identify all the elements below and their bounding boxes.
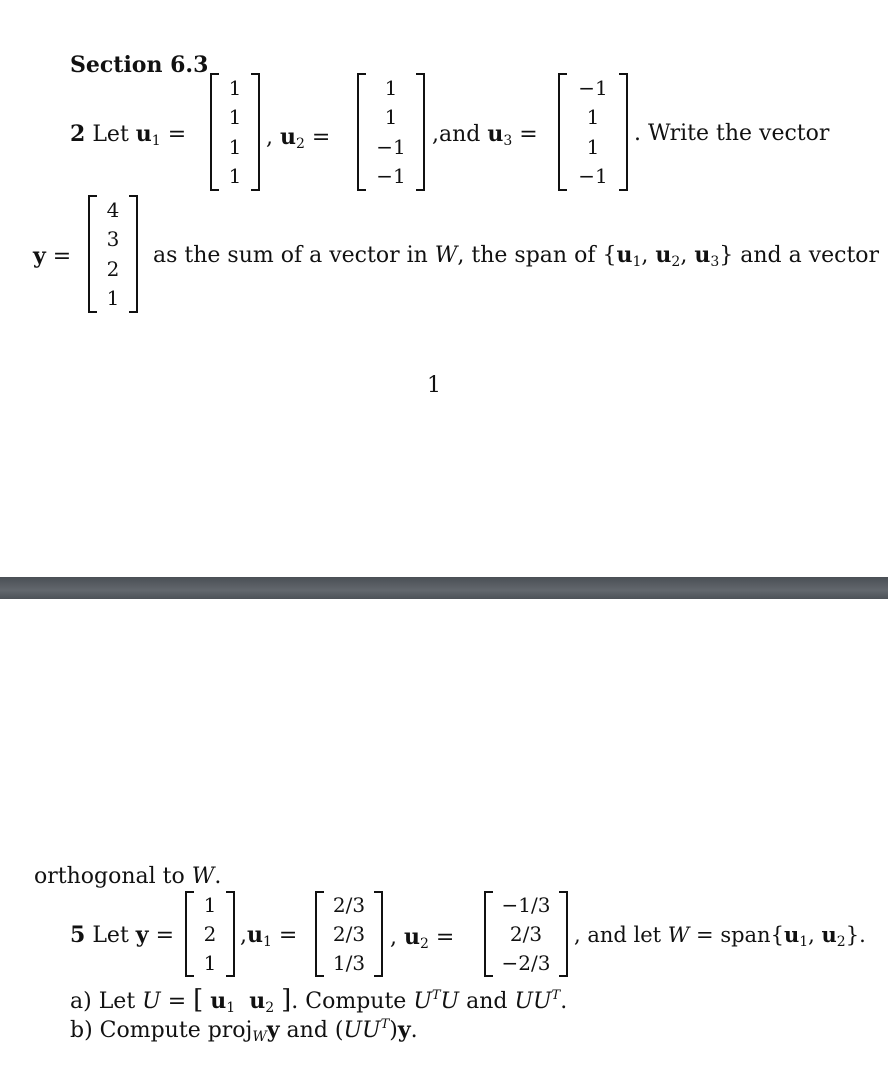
span-sub: 2 <box>671 254 681 270</box>
u1-vector <box>210 73 260 191</box>
page-number: 1 <box>427 373 441 398</box>
u1-entry: 1 <box>228 105 242 130</box>
let-word: Let <box>92 923 129 948</box>
W-symbol: W <box>434 243 458 268</box>
U-symbol: U <box>142 989 161 1014</box>
U-symbol: U <box>440 989 460 1014</box>
comma: , <box>266 125 273 150</box>
part-b-close: ) <box>389 1018 398 1043</box>
span-sub: 2 <box>836 934 846 950</box>
u3-entry: −1 <box>578 75 608 100</box>
p5-u2-vector <box>484 891 568 977</box>
y-entry: 3 <box>106 227 120 252</box>
equals-sign: = <box>519 122 538 147</box>
u3-entry: 1 <box>586 134 600 159</box>
page-divider <box>0 577 888 599</box>
y-label: y <box>135 922 149 948</box>
p5-y-vector <box>185 891 235 977</box>
transpose: T <box>380 1017 390 1032</box>
problem-number: 5 <box>70 922 86 948</box>
u2-label: u <box>404 924 420 950</box>
u2-entry: −1/3 <box>501 893 551 918</box>
u3-entry: 1 <box>586 105 600 130</box>
U-symbol: U <box>413 989 432 1014</box>
span-u2: u <box>655 242 672 268</box>
part-a-compute: . Compute <box>291 989 414 1014</box>
u3-vector <box>558 73 628 191</box>
y-entry: 4 <box>106 197 120 222</box>
U-symbol: U <box>514 989 533 1014</box>
part-b <box>70 1012 418 1050</box>
bracket-close: ] <box>281 985 292 1015</box>
y-entry: 2 <box>106 256 120 281</box>
span-u3: u <box>694 242 711 268</box>
proj-sub: W <box>252 1029 267 1045</box>
u2-entry: 2/3 <box>509 921 543 946</box>
u2-entry: −1 <box>376 134 406 159</box>
span-word: = span{ <box>689 923 784 947</box>
u3-label: u <box>487 121 504 147</box>
span-u1: u <box>616 242 633 268</box>
write-vector-text: . Write the vector <box>634 121 830 146</box>
u1-label: u <box>135 121 152 147</box>
bracket-open: [ <box>193 985 204 1015</box>
equals-sign: = <box>167 122 187 147</box>
p5-u1-vector <box>315 891 383 977</box>
transpose: T <box>551 988 561 1003</box>
comma: , <box>240 923 247 948</box>
u3-label-group <box>432 121 538 154</box>
W-symbol: W <box>191 864 215 889</box>
equals-sign: = <box>311 125 331 150</box>
problem-2-intro <box>70 121 186 154</box>
period: . <box>560 989 568 1014</box>
y-label: y <box>266 1017 280 1043</box>
span-u2: u <box>821 922 837 947</box>
u1-entry: 1 <box>228 134 242 159</box>
u1-label: u <box>247 922 263 948</box>
u2-vector <box>357 73 425 191</box>
equals-sign: = <box>278 923 298 948</box>
span-sub: 3 <box>710 254 720 270</box>
y-entry: 1 <box>106 286 120 311</box>
continuation-text <box>34 864 221 890</box>
problem-number: 2 <box>70 121 86 147</box>
u1-entry: 1/3 <box>332 950 366 975</box>
u2-label-group <box>266 124 330 157</box>
u2-label: u <box>249 988 266 1014</box>
u2-sub: 2 <box>265 1000 275 1016</box>
part-b-prefix: b) Compute proj <box>70 1018 253 1043</box>
period: . <box>410 1018 418 1043</box>
and-word: ,and <box>432 122 481 147</box>
equals-sign: = <box>52 244 72 269</box>
y-entry: 1 <box>203 893 217 918</box>
p5-u1-label-group <box>240 922 297 955</box>
u2-label: u <box>280 124 296 150</box>
transpose: T <box>431 988 441 1003</box>
part-a-prefix: a) Let <box>70 989 143 1014</box>
U-symbol: U <box>532 989 552 1014</box>
u1-entry: 2/3 <box>332 921 366 946</box>
sentence-part: , the span of { <box>457 243 617 268</box>
u1-label: u <box>210 988 227 1014</box>
U-symbol: U <box>343 1018 363 1043</box>
equals-sign: = <box>155 923 175 948</box>
part-b-and: and ( <box>279 1018 344 1043</box>
y-entry: 1 <box>203 950 217 975</box>
p5-span-text <box>574 922 866 955</box>
span-close: }. <box>845 923 866 947</box>
u2-entry: 1 <box>384 105 398 130</box>
y-label-group <box>33 243 71 270</box>
comma: , <box>390 925 397 950</box>
and-let: , and let <box>574 923 668 947</box>
u3-sub: 3 <box>503 133 513 149</box>
u2-entry: −1 <box>376 164 406 189</box>
u2-sub: 2 <box>420 936 429 952</box>
let-word: Let <box>92 122 129 147</box>
u2-sub: 2 <box>296 136 305 152</box>
u1-sub: 1 <box>151 133 161 149</box>
sentence-part: } and a vector <box>719 243 880 268</box>
span-comma: , <box>808 923 822 947</box>
and-word: and <box>459 989 515 1014</box>
section-title: Section 6.3 <box>70 52 209 78</box>
u1-entry: 1 <box>228 75 242 100</box>
u3-entry: −1 <box>578 164 608 189</box>
W-symbol: W <box>667 923 690 947</box>
sum-sentence: as the sum of a vector in W, the span of {$u_1$, $u_2$, $u_3$} and a vector <box>153 242 880 270</box>
y-label: y <box>33 243 46 269</box>
sentence-part: as the sum of a vector in <box>153 243 435 268</box>
problem-5-intro <box>70 922 174 949</box>
y-vector <box>88 195 138 313</box>
U-symbol: U <box>362 1018 381 1043</box>
continuation-part: . <box>214 864 222 889</box>
u1-sub: 1 <box>226 1000 236 1016</box>
u1-entry: 1 <box>228 164 242 189</box>
span-u1: u <box>783 922 800 947</box>
continuation-part: orthogonal to <box>34 864 192 889</box>
equals-sign: = <box>435 925 455 950</box>
span-sub: 1 <box>632 254 642 270</box>
span-sub: 1 <box>799 934 809 950</box>
u1-sub: 1 <box>263 934 272 950</box>
u2-entry: −2/3 <box>501 950 551 975</box>
u1-entry: 2/3 <box>332 893 366 918</box>
u2-entry: 1 <box>384 75 398 100</box>
y-label: y <box>397 1017 411 1043</box>
part-a-eq: = <box>160 989 194 1014</box>
y-entry: 2 <box>203 921 217 946</box>
p5-u2-label-group <box>390 924 454 957</box>
